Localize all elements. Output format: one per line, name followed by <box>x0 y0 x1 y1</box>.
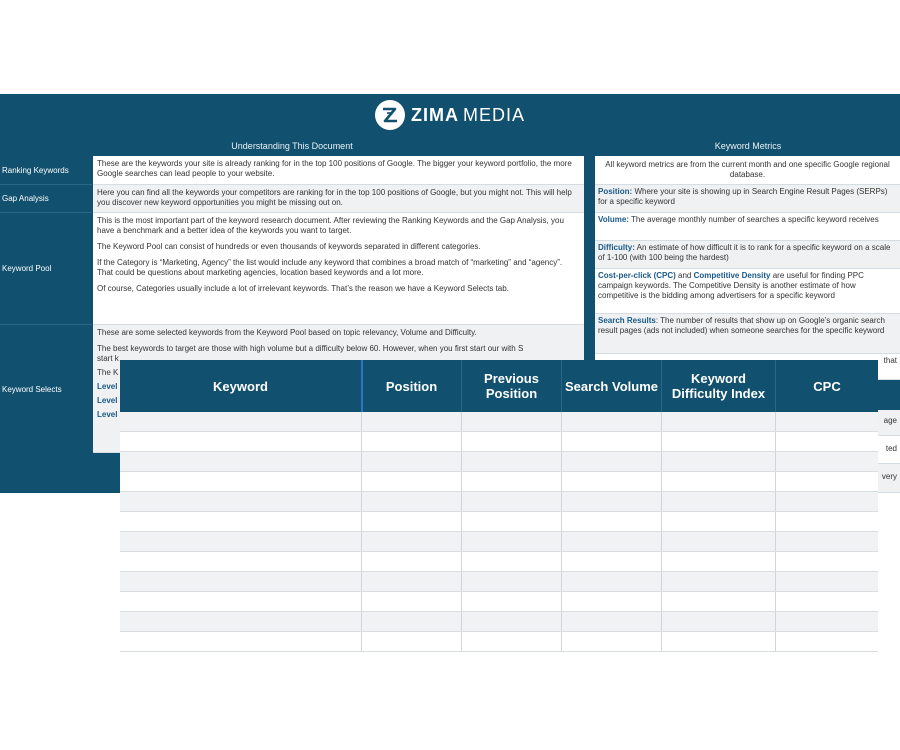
table-cell[interactable] <box>662 532 776 551</box>
table-cell[interactable] <box>462 452 562 471</box>
table-cell[interactable] <box>362 552 462 571</box>
table-cell[interactable] <box>662 452 776 471</box>
brand-banner <box>0 94 900 136</box>
table-cell[interactable] <box>776 412 878 431</box>
table-cell[interactable] <box>462 412 562 431</box>
header-position[interactable]: Position <box>362 360 462 412</box>
table-cell[interactable] <box>776 532 878 551</box>
header-cpc[interactable]: CPC <box>813 378 841 394</box>
table-row <box>120 612 878 632</box>
table-cell[interactable] <box>562 452 662 471</box>
table-cell[interactable] <box>776 472 878 491</box>
keyword-table <box>120 360 878 656</box>
table-cell[interactable] <box>362 412 462 431</box>
understanding-section-title: Understanding This Document <box>231 141 353 151</box>
table-row <box>120 572 878 592</box>
table-row <box>120 432 878 452</box>
keyword-table-body <box>120 412 878 656</box>
table-row <box>120 412 878 432</box>
table-cell[interactable] <box>120 512 362 531</box>
metric-term: Cost-per-click (CPC) <box>598 271 676 280</box>
table-cell[interactable] <box>662 512 776 531</box>
table-cell[interactable] <box>662 572 776 591</box>
table-cell[interactable] <box>776 592 878 611</box>
row-label-gap-analysis: Gap Analysis <box>0 185 92 213</box>
table-cell[interactable] <box>776 432 878 451</box>
table-cell[interactable] <box>362 592 462 611</box>
table-cell[interactable] <box>662 592 776 611</box>
metric-text: are useful for finding PPC campaign keywords. The Competitive Density is another estimate of how competitive is the bidding among advertisers for a specific keyword <box>598 271 864 300</box>
zima-logo-glyph <box>379 104 401 126</box>
metric-term: Volume: <box>598 215 629 224</box>
header-search-volume[interactable]: Search Volume <box>562 360 662 412</box>
desc-paragraph: The Keyword Pool can consist of hundreds or even thousands of keywords separated in different categories. <box>97 242 481 251</box>
row-desc-gap-analysis <box>93 185 584 213</box>
table-cell[interactable] <box>120 632 362 651</box>
metric-text: The average monthly number of searches a specific keyword receives <box>628 215 879 224</box>
metric-text: : The number of results that show up on Google’s organic search result pages (ads not included) when someone searches for the specific keyword <box>598 316 885 335</box>
row-desc-ranking-keywords <box>93 156 584 185</box>
table-cell[interactable] <box>662 552 776 571</box>
metric-term: Position: <box>598 187 633 196</box>
table-cell[interactable] <box>776 632 878 651</box>
table-cell[interactable] <box>562 432 662 451</box>
table-cell[interactable] <box>120 532 362 551</box>
selected-column-border <box>361 360 363 412</box>
metric-text: and <box>675 271 694 280</box>
table-cell[interactable] <box>462 512 562 531</box>
table-cell[interactable] <box>462 432 562 451</box>
metric-position <box>595 185 900 213</box>
level-label: Level <box>97 396 118 405</box>
row-label-ranking-keywords: Ranking Keywords <box>0 156 92 185</box>
table-cell[interactable] <box>362 452 462 471</box>
header-keyword-difficulty-index[interactable]: Keyword Difficulty Index <box>662 360 776 412</box>
table-row <box>120 592 878 612</box>
table-cell[interactable] <box>662 492 776 511</box>
table-cell[interactable] <box>776 572 878 591</box>
table-cell[interactable] <box>362 612 462 631</box>
table-cell[interactable] <box>562 512 662 531</box>
table-cell[interactable] <box>362 572 462 591</box>
desc-paragraph: The best keywords to target are those with high volume but a difficulty below 60. However, when you first start our with S <box>97 344 524 353</box>
level-label: Level <box>97 382 118 391</box>
metric-term: Search Results <box>598 316 656 325</box>
table-cell[interactable] <box>120 472 362 491</box>
table-cell[interactable] <box>462 552 562 571</box>
table-cell[interactable] <box>776 612 878 631</box>
table-row <box>120 532 878 552</box>
table-cell[interactable] <box>120 492 362 511</box>
table-cell[interactable] <box>462 492 562 511</box>
table-cell[interactable] <box>462 612 562 631</box>
table-cell[interactable] <box>562 532 662 551</box>
desc-paragraph: If the Category is “Marketing, Agency” the list would include any keyword that combines a broad match of “marketing” and “agency”. That could be questions about marketing agencies, location based keywords and a lot more. <box>97 258 563 277</box>
logo-icon <box>375 100 405 130</box>
table-cell[interactable] <box>462 632 562 651</box>
row-label-keyword-pool: Keyword Pool <box>0 213 92 325</box>
header-previous-position[interactable]: Previous Position <box>462 360 562 412</box>
table-cell[interactable] <box>462 572 562 591</box>
table-cell[interactable] <box>776 512 878 531</box>
desc-paragraph: The K <box>97 368 119 377</box>
table-cell[interactable] <box>462 472 562 491</box>
table-cell[interactable] <box>462 532 562 551</box>
table-cell[interactable] <box>562 492 662 511</box>
table-cell[interactable] <box>120 432 362 451</box>
table-row <box>120 492 878 512</box>
desc-paragraph: Here you can find all the keywords your competitors are ranking for in the top 100 positions of Google, but you might not. This will help you discover new keyword opportunities you might be missing out on. <box>97 188 572 207</box>
row-desc-keyword-pool <box>93 213 584 325</box>
table-cell[interactable] <box>562 592 662 611</box>
table-cell[interactable] <box>120 592 362 611</box>
level-label: Level <box>97 410 118 419</box>
table-cell[interactable] <box>120 412 362 431</box>
table-row <box>120 452 878 472</box>
table-row <box>120 472 878 492</box>
metric-fragment: age <box>595 410 900 436</box>
table-cell[interactable] <box>662 412 776 431</box>
row-label-keyword-selects: Keyword Selects <box>2 384 62 394</box>
metric-fragment: ted <box>595 436 900 464</box>
metrics-intro: All keyword metrics are from the current month and one specific Google regional database. <box>595 156 900 185</box>
table-cell[interactable] <box>120 612 362 631</box>
metric-fragment: very <box>595 464 900 493</box>
brand-name-light: MEDIA <box>462 104 525 125</box>
table-cell[interactable] <box>362 492 462 511</box>
metric-text: An estimate of how difficult it is to rank for a specific keyword on a scale of 1-100 (with 100 being the hardest) <box>598 243 891 262</box>
metric-search-results <box>595 314 900 354</box>
brand-name <box>411 105 525 126</box>
desc-paragraph: start k <box>97 354 119 363</box>
keyword-table-header <box>120 360 878 412</box>
table-cell[interactable] <box>362 532 462 551</box>
table-cell[interactable] <box>776 452 878 471</box>
table-cell[interactable] <box>662 472 776 491</box>
table-cell[interactable] <box>776 492 878 511</box>
metric-term: Difficulty: <box>598 243 635 252</box>
table-cell[interactable] <box>562 472 662 491</box>
table-row <box>120 552 878 572</box>
table-cell[interactable] <box>562 612 662 631</box>
table-cell[interactable] <box>776 552 878 571</box>
table-cell[interactable] <box>562 552 662 571</box>
metric-term: Competitive Density <box>693 271 771 280</box>
brand-name-bold: ZIMA <box>410 104 459 125</box>
table-row <box>120 512 878 532</box>
metric-text: Where your site is showing up in Search Engine Result Pages (SERPs) for a specific keyword <box>598 187 888 206</box>
table-cell[interactable] <box>362 512 462 531</box>
metric-cpc <box>595 269 900 314</box>
metric-fragment: that <box>595 354 900 380</box>
desc-paragraph: These are some selected keywords from the Keyword Pool based on topic relevancy, Volume and Difficulty. <box>97 328 477 337</box>
table-cell[interactable] <box>120 452 362 471</box>
table-cell[interactable] <box>462 592 562 611</box>
metric-difficulty <box>595 241 900 269</box>
table-cell[interactable] <box>362 432 462 451</box>
table-cell[interactable] <box>120 552 362 571</box>
table-cell[interactable] <box>562 412 662 431</box>
table-cell[interactable] <box>662 612 776 631</box>
table-cell[interactable] <box>362 472 462 491</box>
table-cell[interactable] <box>662 432 776 451</box>
table-cell[interactable] <box>562 632 662 651</box>
metrics-section-title: Keyword Metrics <box>714 141 782 151</box>
table-cell[interactable] <box>362 632 462 651</box>
table-cell[interactable] <box>120 572 362 591</box>
metric-volume <box>595 213 900 241</box>
header-keyword[interactable]: Keyword <box>120 360 362 412</box>
desc-paragraph: This is the most important part of the keyword research document. After reviewing the Ranking Keywords and the Gap Analysis, you have a benchmark and a better idea of the keywords you want to target. <box>97 216 564 235</box>
table-row <box>120 632 878 652</box>
desc-paragraph: Of course, Categories usually include a lot of irrelevant keywords. That’s the reason we have a Keyword Selects tab. <box>97 284 509 293</box>
desc-paragraph: These are the keywords your site is already ranking for in the top 100 positions of Google. The bigger your keyword portfolio, the more Google searches can lead people to your website. <box>97 159 572 178</box>
table-cell[interactable] <box>562 572 662 591</box>
table-cell[interactable] <box>662 632 776 651</box>
